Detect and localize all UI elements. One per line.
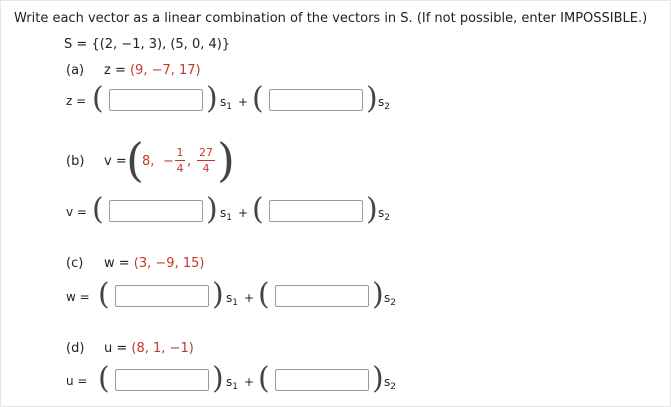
part-a-s2 xyxy=(378,95,390,112)
subscript-2: 2 xyxy=(390,382,396,392)
part-c-eq-label: w = xyxy=(66,290,90,304)
part-d-vector-prefix: u = xyxy=(104,341,132,356)
part-d-coef-s1-input[interactable] xyxy=(115,369,209,391)
part-b-vector-open-paren: ( xyxy=(126,133,144,187)
part-d-s2 xyxy=(384,375,396,392)
subscript-2: 2 xyxy=(384,102,390,112)
part-a-coef-s1-input[interactable] xyxy=(109,89,203,111)
part-a-close-paren-1: ) xyxy=(206,81,218,116)
set-value: {(2, −1, 3), (5, 0, 4)} xyxy=(91,37,231,52)
part-b-vector-close-paren: ) xyxy=(217,133,235,187)
part-b-fraction-1-denominator: 4 xyxy=(176,162,184,175)
part-b-plus: + xyxy=(238,206,249,220)
part-c-s2 xyxy=(384,291,396,308)
part-b-close-paren-2: ) xyxy=(366,192,378,227)
set-prefix: S = xyxy=(64,37,92,52)
part-c-s1 xyxy=(226,291,238,308)
part-a-vector-value: (9, −7, 17) xyxy=(129,63,201,78)
part-c-coef-s2-input[interactable] xyxy=(275,285,369,307)
part-b-fraction-1-bar xyxy=(175,160,185,161)
part-d-vector xyxy=(104,341,194,356)
s-symbol: s xyxy=(226,375,233,389)
part-b-component-1: 8, xyxy=(142,154,155,169)
part-d-s1 xyxy=(226,375,238,392)
part-b-open-paren-2: ( xyxy=(252,192,264,227)
part-b-close-paren-1: ) xyxy=(206,192,218,227)
subscript-1: 1 xyxy=(232,382,238,392)
s-symbol: s xyxy=(226,291,233,305)
subscript-1: 1 xyxy=(226,102,232,112)
part-b-minus: − xyxy=(163,154,174,169)
part-d-label: (d) xyxy=(66,341,85,356)
part-b-vector-prefix: v = xyxy=(104,154,127,169)
instructions-text: Write each vector as a linear combination of the vectors in S. (If not possible, enter IMPOSSIBLE.) xyxy=(14,11,648,26)
part-d-plus: + xyxy=(244,375,255,389)
part-b-fraction-2 xyxy=(197,146,215,175)
part-a-open-paren-2: ( xyxy=(252,81,264,116)
part-a-vector-prefix: z = xyxy=(104,63,130,78)
part-d-vector-value: (8, 1, −1) xyxy=(131,341,194,356)
part-c-open-paren-2: ( xyxy=(258,277,270,312)
part-d-eq-label: u = xyxy=(66,374,88,388)
part-c-coef-s1-input[interactable] xyxy=(115,285,209,307)
s-symbol: s xyxy=(384,291,391,305)
part-c-close-paren-2: ) xyxy=(372,277,384,312)
part-c-plus: + xyxy=(244,291,255,305)
s-symbol: s xyxy=(384,375,391,389)
part-b-s2 xyxy=(378,206,390,223)
part-a-open-paren-1: ( xyxy=(92,81,104,116)
part-b-fraction-2-bar xyxy=(197,160,215,161)
part-d-coef-s2-input[interactable] xyxy=(275,369,369,391)
part-c-vector-prefix: w = xyxy=(104,256,134,271)
s-symbol: s xyxy=(378,206,385,220)
part-c-vector-value: (3, −9, 15) xyxy=(133,256,205,271)
part-c-label: (c) xyxy=(66,256,84,271)
part-c-vector xyxy=(104,256,204,271)
part-a-plus: + xyxy=(238,95,249,109)
set-definition xyxy=(64,37,230,52)
s-symbol: s xyxy=(220,206,227,220)
s-symbol: s xyxy=(220,95,227,109)
part-b-comma: , xyxy=(187,154,192,169)
part-c-open-paren-1: ( xyxy=(98,277,110,312)
subscript-1: 1 xyxy=(226,213,232,223)
part-d-open-paren-2: ( xyxy=(258,361,270,396)
part-b-coef-s2-input[interactable] xyxy=(269,200,363,222)
part-b-eq-label: v = xyxy=(66,205,87,219)
part-b-coef-s1-input[interactable] xyxy=(109,200,203,222)
part-a-close-paren-2: ) xyxy=(366,81,378,116)
part-a-vector xyxy=(104,63,201,78)
part-c-close-paren-1: ) xyxy=(212,277,224,312)
s-symbol: s xyxy=(378,95,385,109)
part-d-open-paren-1: ( xyxy=(98,361,110,396)
part-d-close-paren-1: ) xyxy=(212,361,224,396)
part-b-label: (b) xyxy=(66,154,85,169)
part-b-fraction-2-denominator: 4 xyxy=(202,162,210,175)
subscript-1: 1 xyxy=(232,298,238,308)
part-b-fraction-2-numerator: 27 xyxy=(199,146,213,159)
part-d-close-paren-2: ) xyxy=(372,361,384,396)
part-b-s1 xyxy=(220,206,232,223)
part-a-eq-label: z = xyxy=(66,94,87,108)
part-b-open-paren-1: ( xyxy=(92,192,104,227)
subscript-2: 2 xyxy=(384,213,390,223)
part-b-fraction-1-numerator: 1 xyxy=(176,146,184,159)
subscript-2: 2 xyxy=(390,298,396,308)
part-b-fraction-1 xyxy=(175,146,185,175)
part-a-label: (a) xyxy=(66,63,85,78)
part-a-coef-s2-input[interactable] xyxy=(269,89,363,111)
part-a-s1 xyxy=(220,95,232,112)
